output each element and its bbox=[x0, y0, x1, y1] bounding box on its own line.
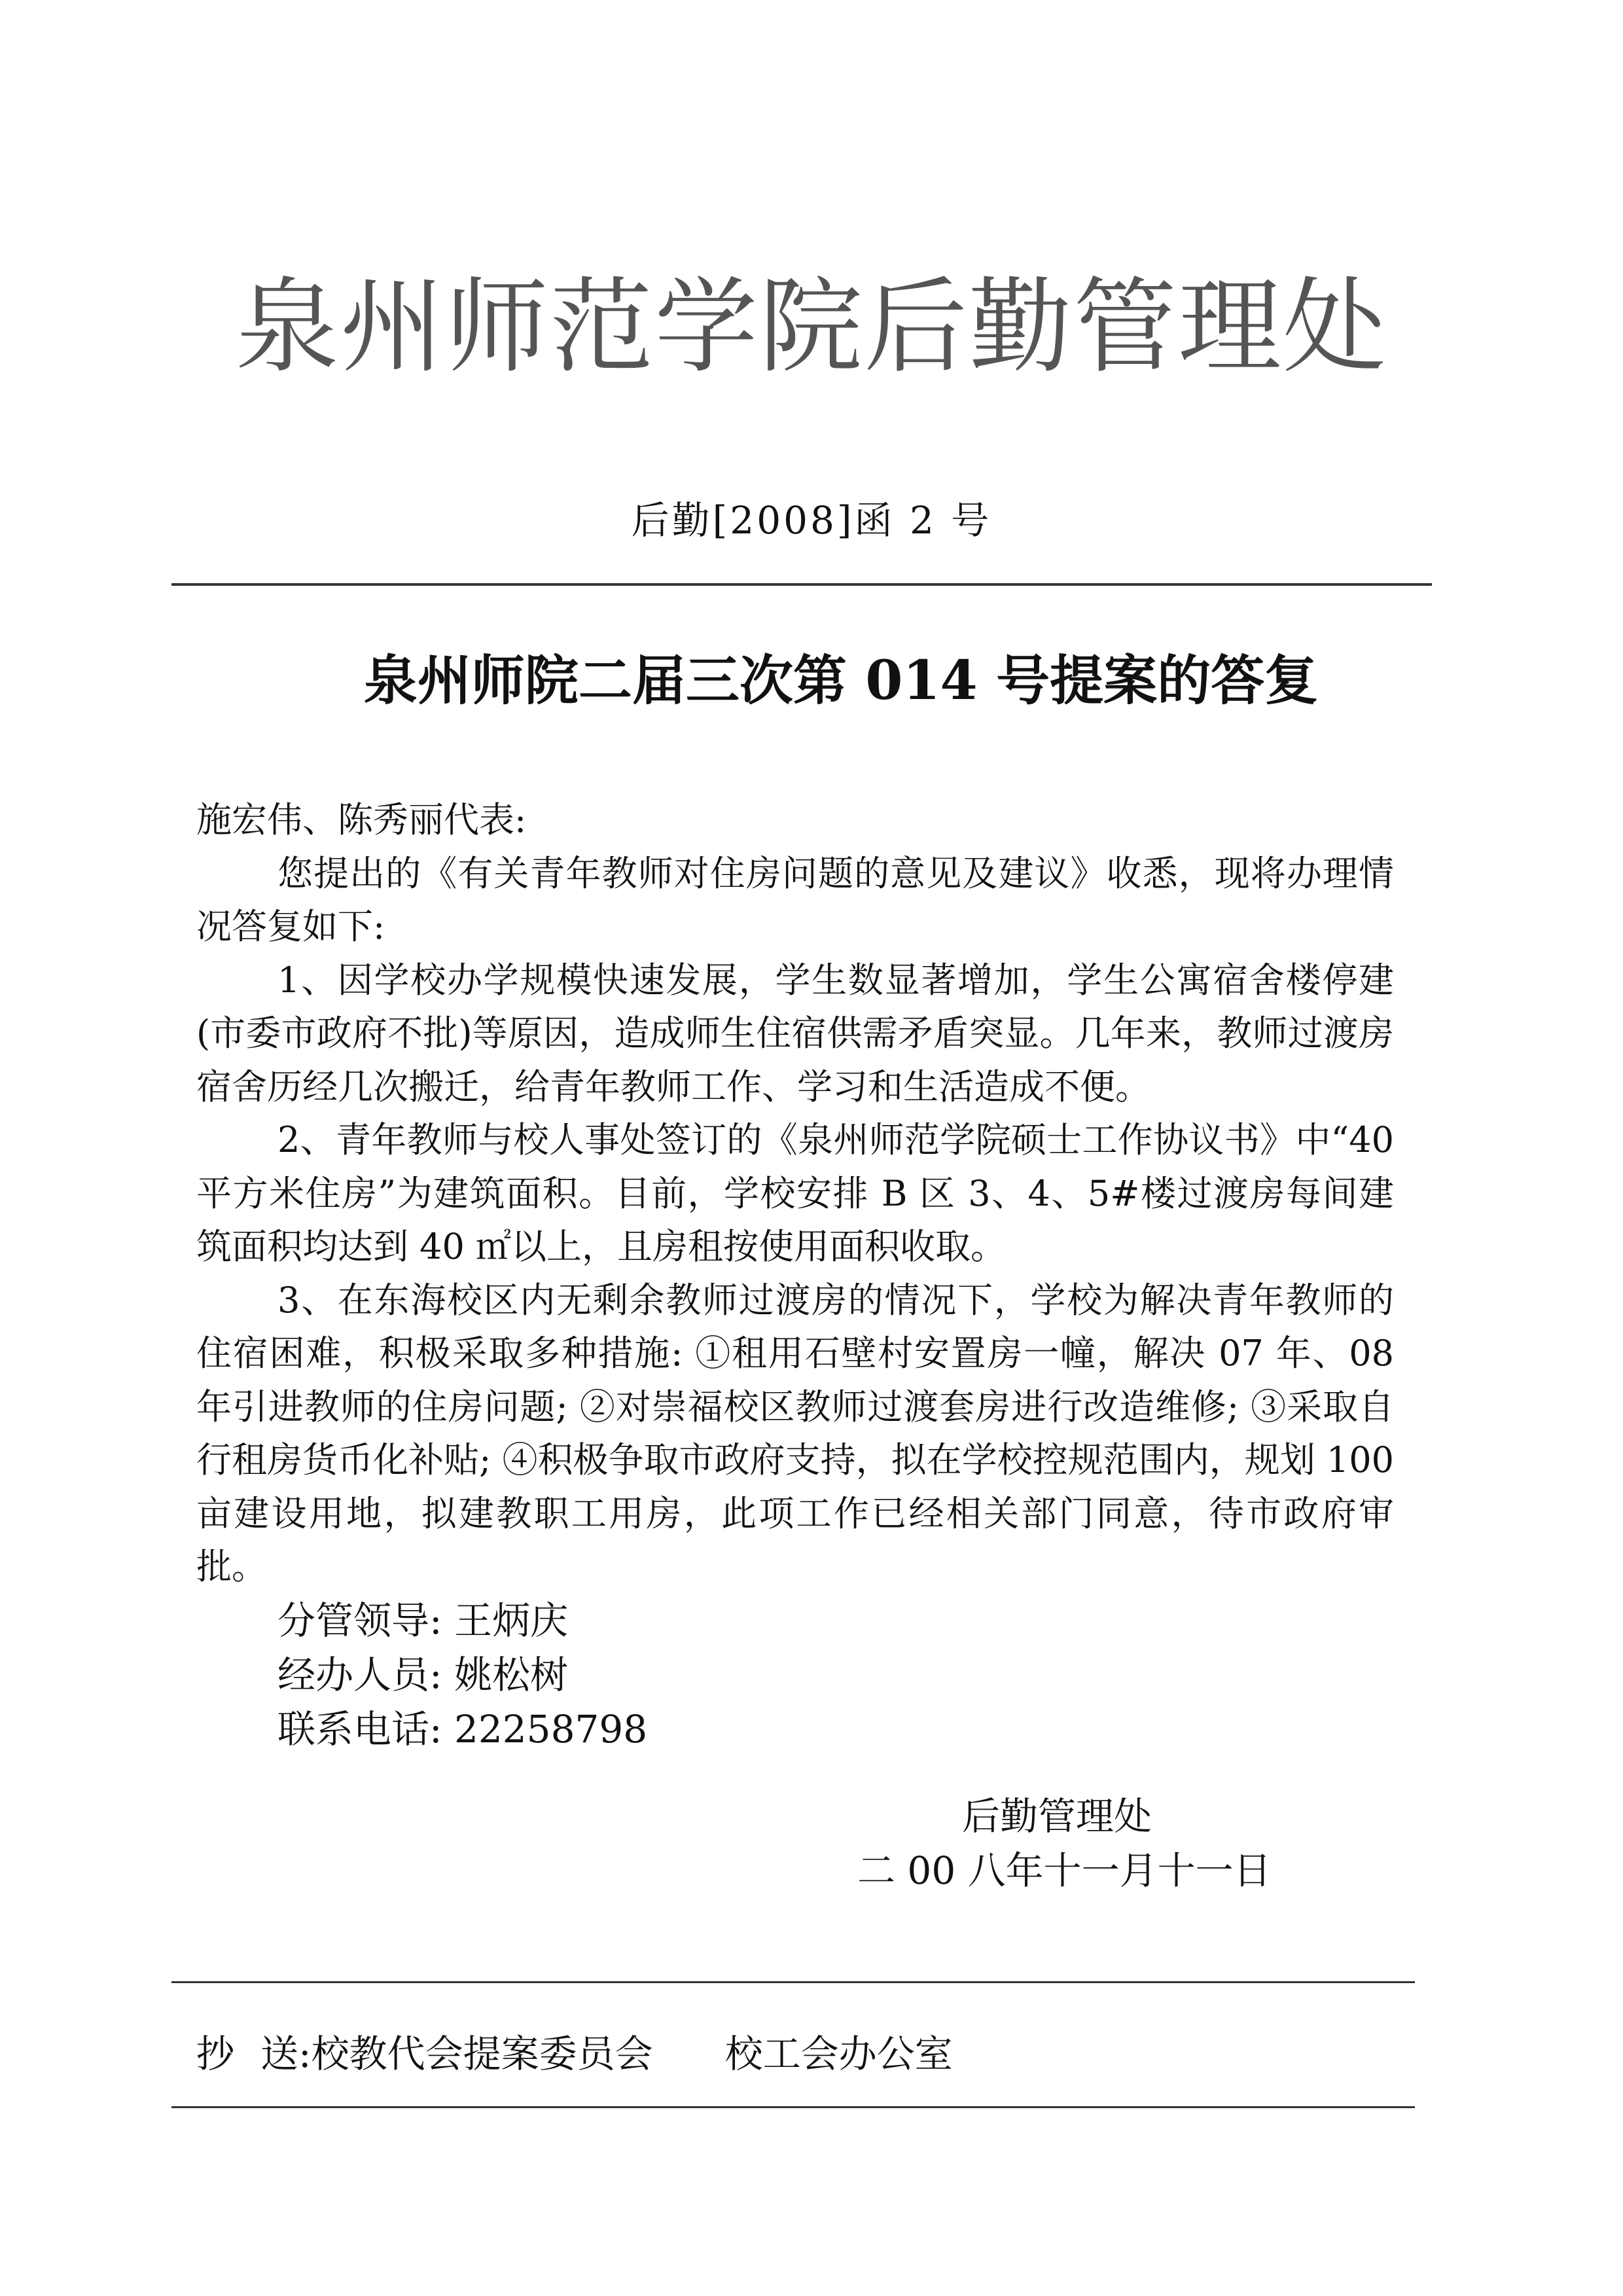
paragraph-2: 2、青年教师与校人事处签订的《泉州师范学院硕士工作协议书》中“40 平方米住房”为建筑面积。目前，学校安排 B 区 3、4、5#楼过渡房每间建筑面积均达到 40 ㎡以上，且房租按使用面积收取。 bbox=[196, 1119, 1394, 1267]
signature-date: 二 00 八年十一月十一日 bbox=[857, 1848, 1272, 1893]
cc-recipient-1: 校教代会提案委员会 bbox=[311, 2032, 653, 2076]
handling-person: 经办人员: 姚松树 bbox=[277, 1652, 568, 1697]
header-divider bbox=[171, 583, 1432, 586]
supervising-leader: 分管领导: 王炳庆 bbox=[277, 1598, 568, 1643]
cc-label: 抄 bbox=[196, 2032, 235, 2076]
cc-line bbox=[196, 2028, 953, 2080]
cc-top-divider bbox=[171, 1981, 1415, 1983]
cc-bottom-divider bbox=[171, 2106, 1415, 2108]
contact-phone: 联系电话: 22258798 bbox=[277, 1706, 648, 1751]
doc-number: 后勤[2008]函 2 号 bbox=[631, 498, 992, 543]
signature-office: 后勤管理处 bbox=[962, 1794, 1152, 1839]
org-title: 泉州师范学院后勤管理处 bbox=[236, 267, 1387, 387]
letter-body bbox=[196, 793, 1394, 1757]
paragraph-1: 1、因学校办学规模快速发展，学生数显著增加，学生公寓宿舍楼停建(市委市政府不批)等原因，造成师生住宿供需矛盾突显。几年来，教师过渡房宿舍历经几次搬迁，给青年教师工作、学习和生活造成不便。 bbox=[196, 959, 1394, 1107]
intro-paragraph: 您提出的《有关青年教师对住房问题的意见及建议》收悉，现将办理情况答复如下: bbox=[196, 852, 1394, 947]
cc-label-2: 送: bbox=[260, 2032, 312, 2076]
paragraph-3: 3、在东海校区内无剩余教师过渡房的情况下，学校为解决青年教师的住宿困难，积极采取多种措施: ①租用石壁村安置房一幢，解决 07 年、08 年引进教师的住房问题; ②对崇福校区教师过渡套房进行改造维修; ③采取自行租房货币化补贴; ④积极争取市政府支持，拟在学校控规范围内，规划 100 亩建设用地，拟建教职工用房，此项工作已经相关部门同意，待市政府审批。 bbox=[196, 1279, 1394, 1587]
reply-title: 泉州师院二届三次第 014 号提案的答复 bbox=[363, 649, 1319, 712]
cc-recipient-2: 校工会办公室 bbox=[724, 2032, 953, 2076]
salutation: 施宏伟、陈秀丽代表: bbox=[196, 799, 527, 840]
